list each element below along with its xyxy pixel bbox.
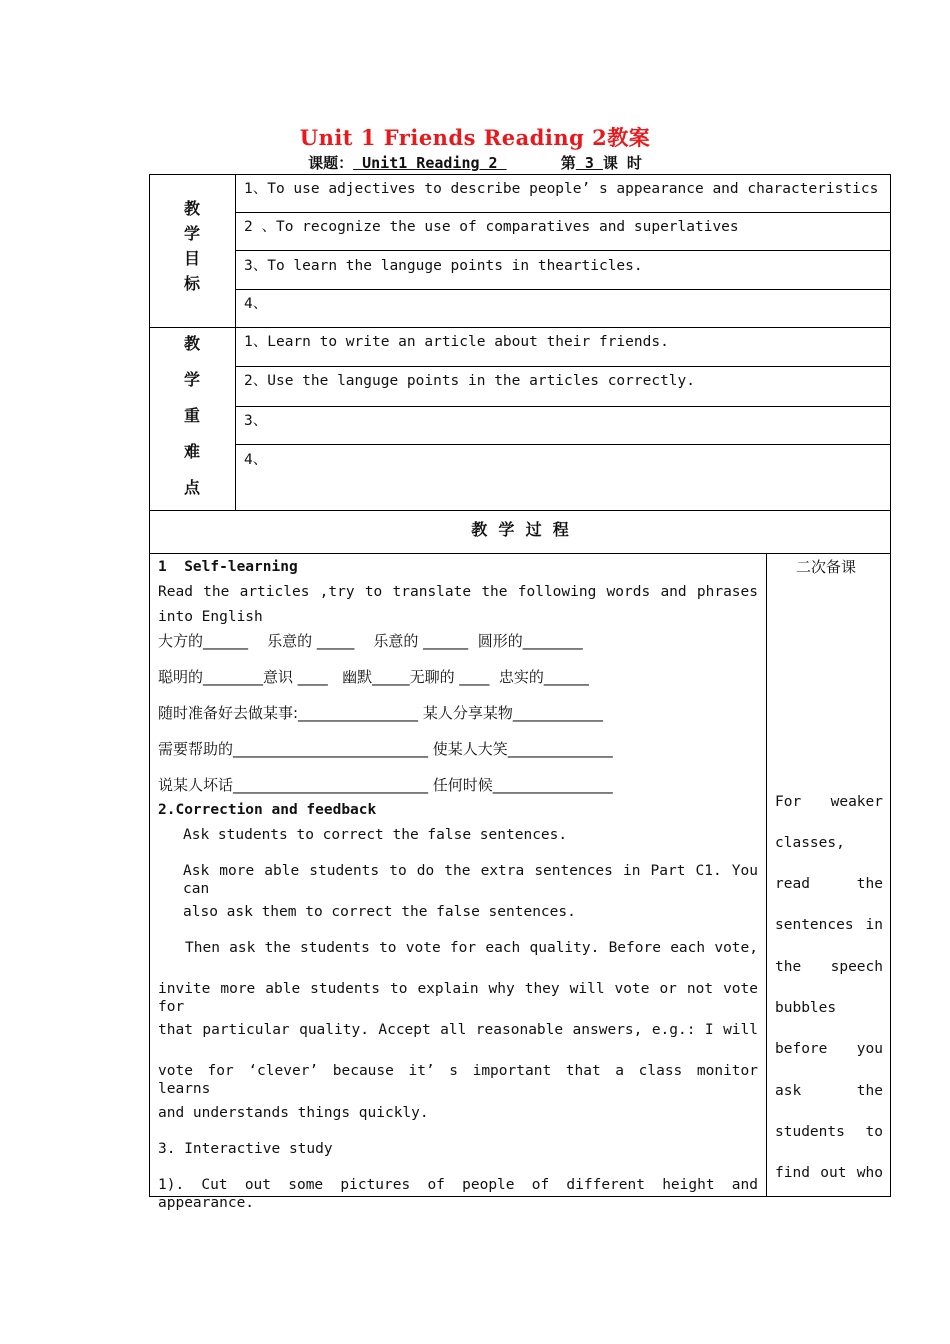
period-suffix: 课 时 bbox=[602, 154, 642, 172]
period-prefix: 第 bbox=[560, 154, 576, 172]
side-heading: 二次备课 bbox=[796, 558, 857, 576]
section1-line: Read the articles ,try to translate the following words and phrases bbox=[158, 584, 758, 600]
period-value: 3 bbox=[575, 154, 603, 172]
side-note-line: For weaker bbox=[775, 794, 883, 810]
side-note-line: sentences in bbox=[775, 917, 883, 933]
side-column-divider bbox=[766, 553, 767, 1197]
divider bbox=[149, 553, 891, 554]
side-note-line: classes, bbox=[775, 835, 845, 851]
divider bbox=[149, 327, 891, 328]
topic-label: 课题： bbox=[308, 154, 354, 172]
key-point-item: 2、Use the languge points in the articles correctly. bbox=[244, 373, 695, 389]
side-note-line: before you bbox=[775, 1041, 883, 1057]
vocab-row: 需要帮助的__________________________ 使某人大笑______________ bbox=[158, 740, 613, 758]
section2-line: also ask them to correct the false sentences. bbox=[183, 904, 576, 920]
label-divider bbox=[235, 174, 236, 510]
process-heading: 教 学 过 程 bbox=[471, 520, 569, 539]
key-point-item: 1、Learn to write an article about their friends. bbox=[244, 334, 669, 350]
section3-title: 3. Interactive study bbox=[158, 1141, 333, 1157]
paragraph-line: that particular quality. Accept all reasonable answers, e.g.: I will bbox=[158, 1022, 758, 1038]
vocab-row: 聪明的________意识 ____ 幽默_____无聊的 ____ 忠实的______ bbox=[158, 668, 589, 686]
key-points-label: 教 学 重 难 点 bbox=[183, 334, 200, 497]
paragraph-line: invite more able students to explain why they will vote or not vote for bbox=[158, 981, 758, 1015]
side-note-line: find out who bbox=[775, 1165, 883, 1181]
topic-value: Unit1 Reading 2 bbox=[353, 154, 507, 172]
divider bbox=[235, 406, 891, 407]
side-note-line: students to bbox=[775, 1124, 883, 1140]
section1-line: into English bbox=[158, 609, 263, 625]
side-note-line: bubbles bbox=[775, 1000, 837, 1016]
page-title: Unit 1 Friends Reading 2教案 bbox=[299, 125, 651, 150]
divider bbox=[235, 366, 891, 367]
goal-item: 4、 bbox=[244, 296, 268, 312]
vocab-row: 大方的______ 乐意的 _____ 乐意的 ______ 圆形的________ bbox=[158, 632, 583, 650]
divider bbox=[235, 289, 891, 290]
side-note-line: ask the bbox=[775, 1083, 883, 1099]
divider bbox=[149, 510, 891, 511]
paragraph-line: Then ask the students to vote for each quality. Before each vote, bbox=[185, 940, 758, 956]
goals-label: 教 学 目 标 bbox=[183, 199, 200, 293]
side-note-line: the speech bbox=[775, 959, 883, 975]
subtitle bbox=[0, 152, 950, 173]
section2-line: Ask students to correct the false sentences. bbox=[183, 827, 568, 843]
section2-title: 2.Correction and feedback bbox=[158, 802, 377, 818]
vocab-row: 随时准备好去做某事:________________ 某人分享某物____________ bbox=[158, 704, 603, 722]
goal-item: 1、To use adjectives to describe people’ s appearance and characteristics bbox=[244, 181, 879, 197]
side-note-line: read the bbox=[775, 876, 883, 892]
paragraph-line: and understands things quickly. bbox=[158, 1105, 429, 1121]
divider bbox=[235, 212, 891, 213]
section3-line: 1). Cut out some pictures of people of different height and appearance. bbox=[158, 1177, 758, 1211]
vocab-row: 说某人坏话__________________________ 任何时候________________ bbox=[158, 776, 613, 794]
section2-line: Ask more able students to do the extra sentences in Part C1. You can bbox=[183, 863, 758, 897]
section1-title: 1 Self-learning bbox=[158, 559, 298, 575]
goal-item: 3、To learn the languge points in thearticles. bbox=[244, 258, 643, 274]
divider bbox=[235, 250, 891, 251]
paragraph-line: vote for ‘clever’ because it’ s important that a class monitor learns bbox=[158, 1063, 758, 1097]
goal-item: 2 、To recognize the use of comparatives and superlatives bbox=[244, 219, 739, 235]
key-point-item: 4、 bbox=[244, 452, 268, 468]
divider bbox=[235, 444, 891, 445]
key-point-item: 3、 bbox=[244, 413, 268, 429]
